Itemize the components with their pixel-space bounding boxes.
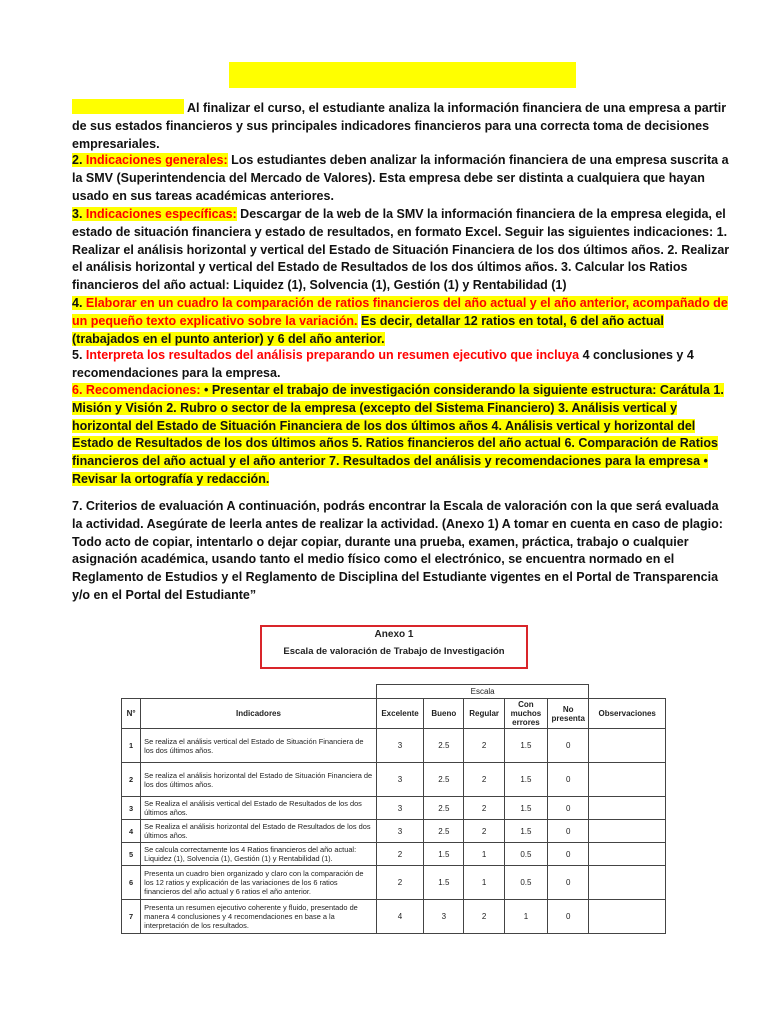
cell-good: 2.5: [424, 729, 464, 763]
cell-not-presented: 0: [548, 843, 589, 866]
scale-header: Escala: [376, 685, 589, 699]
cell-good: 1.5: [424, 866, 464, 900]
section-6: [72, 382, 732, 489]
cell-good: 2.5: [424, 763, 464, 797]
section-4-text: Es decir, detallar 12 ratios en total, 6 del año actual (trabajados en el punto anterior) y 6 del año anterior.: [72, 313, 664, 346]
table-row: [122, 843, 666, 866]
cell-observations: [589, 820, 666, 843]
section-2-number: 2.: [72, 153, 83, 167]
cell-good: 2.5: [424, 797, 464, 820]
section-3: [72, 206, 732, 295]
cell-observations: [589, 900, 666, 934]
section-3-text: Descargar de la web de la SMV la información financiera de la empresa elegida, el estado de situación financiera y estado de resultados, en formato Excel. Seguir las siguientes indicaciones: 1. Realizar el análisis horizontal y vertical del Estado de Situación Financiera de los dos últimos años. 2. Realizar el análisis horizontal y vertical del Estado de Resultados de los dos últimos años. 3. Calcular los Ratios financieros del año actual: Liquidez (1), Solvencia (1), Gestión (1) y Rentabilidad (1): [72, 207, 730, 293]
row-indicator: Se Realiza el análisis vertical del Estado de Resultados de los dos últimos años.: [141, 797, 377, 820]
cell-not-presented: 0: [548, 763, 589, 797]
cell-observations: [589, 729, 666, 763]
row-number: 5: [122, 843, 141, 866]
section-6-number: 6.: [72, 383, 83, 397]
cell-many-errors: 1.5: [504, 729, 547, 763]
section-2-text: Los estudiantes deben analizar la información financiera de una empresa suscrita a la SMV (Superintendencia del Mercado de Valores). Esta empresa debe ser distinta a cualquiera que hayan usado en sus tareas académicas anteriores.: [72, 153, 729, 203]
header-indicators: Indicadores: [141, 699, 377, 729]
cell-regular: 1: [464, 866, 504, 900]
table-row: [122, 797, 666, 820]
row-number: 1: [122, 729, 141, 763]
competence-text: Al finalizar el curso, el estudiante analiza la información financiera de una empresa a partir de sus estados financieros y sus principales indicadores financieros para una correcta toma de decisiones empresariales.: [72, 101, 727, 151]
cell-observations: [589, 763, 666, 797]
row-number: 6: [122, 866, 141, 900]
cell-many-errors: 1.5: [504, 797, 547, 820]
highlight-placeholder: [72, 99, 184, 114]
annex-subtitle: Escala de valoración de Trabajo de Investigación: [283, 646, 505, 657]
section-5: [72, 347, 732, 383]
cell-observations: [589, 843, 666, 866]
section-6-text: • Presentar el trabajo de investigación considerando la siguiente estructura: Carátula 1. Misión y Visión 2. Rubro o sector de la empresa (excepto del Sistema Financiero) 3. Análisis vertical y horizontal del Estado de Situación Financiera de los dos últimos años 4. Análisis vertical y horizontal del Estado de Resultados de los dos últimos años 5. Ratios financieros del año actual 6. Comparación de Ratios financieros del año actual y el año anterior 7. Resultados del análisis y recomendaciones para la empresa • Revisar la ortografía y redacción.: [72, 383, 724, 486]
section-3-number: 3.: [72, 207, 83, 221]
row-indicator: Se Realiza el análisis horizontal del Estado de Resultados de los dos últimos años.: [141, 820, 377, 843]
title-highlight-bar: [229, 62, 576, 88]
table-scale-row: [122, 685, 666, 699]
row-number: 2: [122, 763, 141, 797]
cell-not-presented: 0: [548, 797, 589, 820]
cell-observations: [589, 797, 666, 820]
table-row: [122, 729, 666, 763]
cell-observations: [589, 866, 666, 900]
row-indicator: Se realiza el análisis vertical del Estado de Situación Financiera de los dos últimos años.: [141, 729, 377, 763]
cell-excellent: 4: [376, 900, 423, 934]
section-6-label: Recomendaciones:: [85, 383, 201, 397]
header-good: Bueno: [424, 699, 464, 729]
cell-regular: 2: [464, 820, 504, 843]
section-7: [72, 498, 732, 605]
table-row: [122, 866, 666, 900]
cell-excellent: 3: [376, 797, 423, 820]
section-4: [72, 295, 732, 348]
annex-header-box: [260, 625, 528, 669]
cell-excellent: 3: [376, 820, 423, 843]
header-observations: Observaciones: [589, 699, 666, 729]
table-row: [122, 763, 666, 797]
row-number: 4: [122, 820, 141, 843]
cell-excellent: 2: [376, 866, 423, 900]
row-number: 7: [122, 900, 141, 934]
cell-not-presented: 0: [548, 729, 589, 763]
section-2-label: Indicaciones generales:: [85, 153, 228, 167]
evaluation-table: [121, 684, 666, 934]
section-4-red-text: Elaborar en un cuadro la comparación de ratios financieros del año actual y el año anterior, acompañado de un pequeño texto explicativo sobre la variación.: [72, 296, 728, 328]
section-3-label: Indicaciones específicas:: [85, 207, 237, 221]
cell-regular: 2: [464, 729, 504, 763]
header-regular: Regular: [464, 699, 504, 729]
row-indicator: Presenta un resumen ejecutivo coherente y fluido, presentado de manera 4 conclusiones y 4 recomendaciones en base a la interpretación de los resultados.: [141, 900, 377, 934]
row-indicator: Presenta un cuadro bien organizado y claro con la comparación de los 12 ratios y explicación de las variaciones de los 6 ratios financieros del año actual y 6 ratios el año anterior.: [141, 866, 377, 900]
section-5-red-text: Interpreta los resultados del análisis preparando un resumen ejecutivo que incluya: [85, 348, 580, 362]
table-row: [122, 900, 666, 934]
cell-many-errors: 0.5: [504, 843, 547, 866]
cell-good: 1.5: [424, 843, 464, 866]
section-4-number: 4.: [72, 296, 83, 310]
cell-regular: 2: [464, 763, 504, 797]
header-not-presented: No presenta: [548, 699, 589, 729]
cell-excellent: 2: [376, 843, 423, 866]
section-2: [72, 152, 732, 205]
cell-many-errors: 1: [504, 900, 547, 934]
cell-not-presented: 0: [548, 866, 589, 900]
competence-paragraph: [72, 99, 732, 153]
section-5-text: 4 conclusiones y 4 recomendaciones para la empresa.: [72, 348, 694, 380]
cell-many-errors: 0.5: [504, 866, 547, 900]
cell-excellent: 3: [376, 763, 423, 797]
header-excellent: Excelente: [376, 699, 423, 729]
cell-regular: 2: [464, 797, 504, 820]
cell-not-presented: 0: [548, 820, 589, 843]
cell-excellent: 3: [376, 729, 423, 763]
header-many-errors: Con muchos errores: [504, 699, 547, 729]
cell-many-errors: 1.5: [504, 820, 547, 843]
cell-regular: 1: [464, 843, 504, 866]
cell-regular: 2: [464, 900, 504, 934]
row-number: 3: [122, 797, 141, 820]
table-header-row: [122, 699, 666, 729]
row-indicator: Se realiza el análisis horizontal del Estado de Situación Financiera de los dos últimos años.: [141, 763, 377, 797]
annex-title: Anexo 1: [374, 629, 414, 640]
section-7-text: 7. Criterios de evaluación A continuación, podrás encontrar la Escala de valoración con la que será evaluada la actividad. Asegúrate de leerla antes de realizar la actividad. (Anexo 1) A tomar en cuenta en caso de plagio: Todo acto de copiar, intentarlo o dejar copiar, durante una prueba, examen, práctica, trabajo o cualquier asignación académica, usando tanto el medio físico como el electrónico, se encuentra normado en el Reglamento de Estudios y el Reglamento de Disciplina del Estudiante vigentes en el Portal de Transparencia y/o en el Portal del Estudiante”: [72, 499, 723, 602]
cell-good: 2.5: [424, 820, 464, 843]
cell-good: 3: [424, 900, 464, 934]
cell-many-errors: 1.5: [504, 763, 547, 797]
header-num: N°: [122, 699, 141, 729]
row-indicator: Se calcula correctamente los 4 Ratios financieros del año actual: Liquidez (1), Solvencia (1), Gestión (1) y Rentabilidad (1).: [141, 843, 377, 866]
section-5-number: 5.: [72, 348, 83, 362]
cell-not-presented: 0: [548, 900, 589, 934]
table-row: [122, 820, 666, 843]
